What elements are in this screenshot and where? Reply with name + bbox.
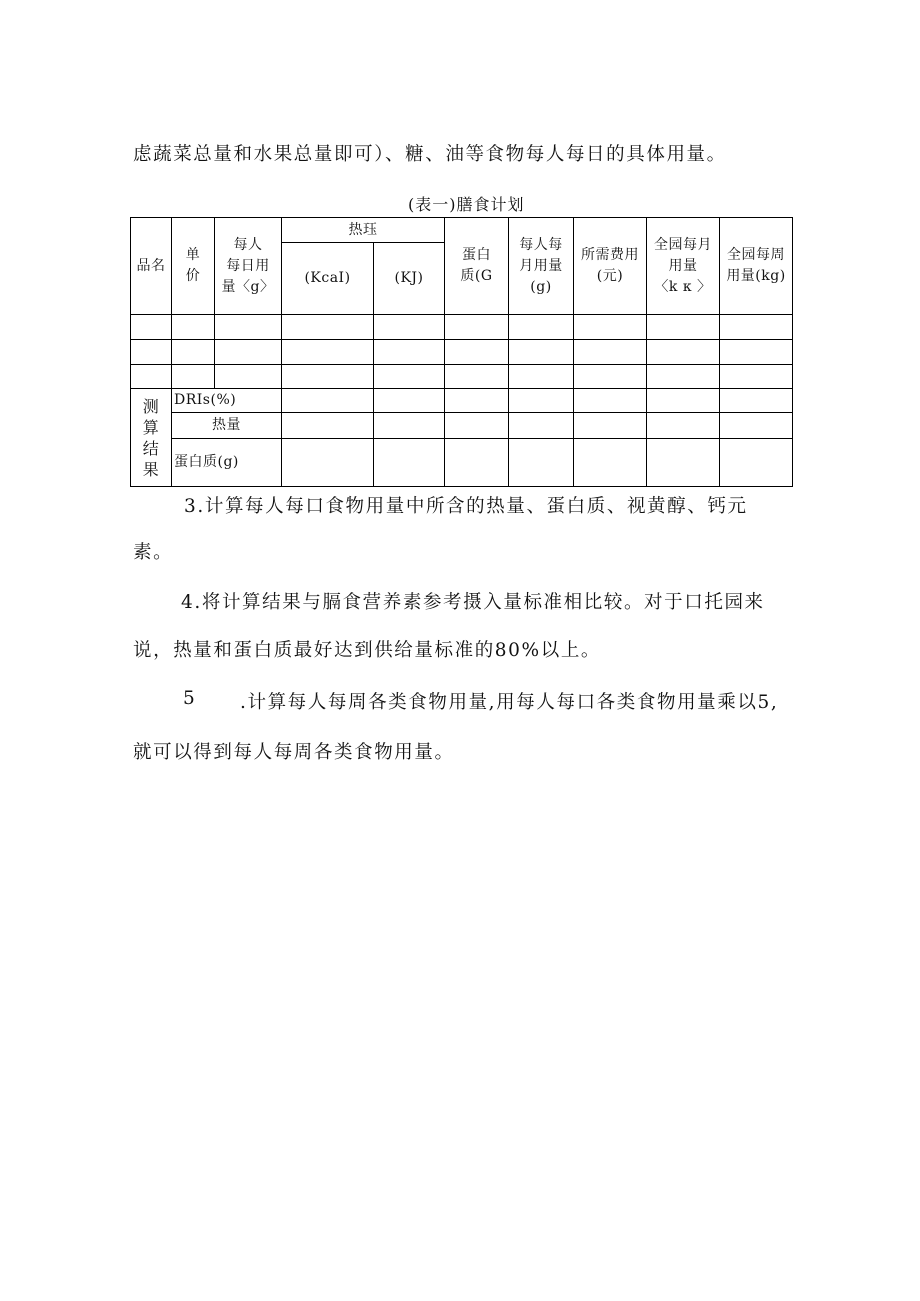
header-protein: 蛋白 质(G (445, 218, 509, 315)
header-monthly-per-person: 每人每 月用量 (g) (509, 218, 574, 315)
item-5-line-1: .计算每人每周各类食物用量,用每人每口各类食物用量乘以5, (240, 692, 779, 713)
item-4-line-2: 说，热量和蛋白质最好达到供给量标准的80%以上。 (133, 640, 602, 661)
header-kj: (KJ) (374, 243, 445, 315)
header-kcal: (KcaI) (282, 243, 374, 315)
result-label-dris: DRIs(%) (172, 389, 282, 413)
header-cost: 所需费用 (元) (574, 218, 647, 315)
header-unit-price: 单 价 (172, 218, 215, 315)
item-5-number: 5 (183, 688, 197, 709)
intro-text-line: 虑蔬菜总量和水果总量即可）、糖、油等食物每人每日的具体用量。 (133, 144, 727, 165)
result-label-protein: 蛋白质(g) (172, 439, 282, 487)
result-label-energy: 热量 (172, 413, 282, 439)
item-5-line-2: 就可以得到每人每周各类食物用量。 (133, 742, 455, 763)
item-4-line-1: 4.将计算结果与膈食营养素参考摄入量标准相比较。对于口托园来 (181, 592, 765, 613)
header-name: 品名 (131, 218, 172, 315)
item-3-line-2: 素。 (133, 542, 174, 563)
table-row (131, 365, 793, 389)
table-row (131, 340, 793, 365)
result-row-energy (131, 413, 793, 439)
item-3-line-1: 3.计算每人每口食物用量中所含的热量、蛋白质、视黄醇、钙元 (184, 496, 748, 517)
results-label: 测 算 结 果 (131, 389, 172, 487)
header-school-monthly: 全园每月 用量 〈k κ 〉 (647, 218, 720, 315)
result-row-dris (131, 389, 793, 413)
header-school-weekly: 全园每周 用量(kg) (720, 218, 793, 315)
header-energy-group: 热珏 (282, 218, 445, 243)
table-caption: (表一)膳食计划 (408, 195, 525, 214)
table-row (131, 315, 793, 340)
result-row-protein (131, 439, 793, 487)
diet-plan-table (130, 217, 793, 487)
header-daily-per-person: 每人 每日用 量〈g〉 (215, 218, 282, 315)
